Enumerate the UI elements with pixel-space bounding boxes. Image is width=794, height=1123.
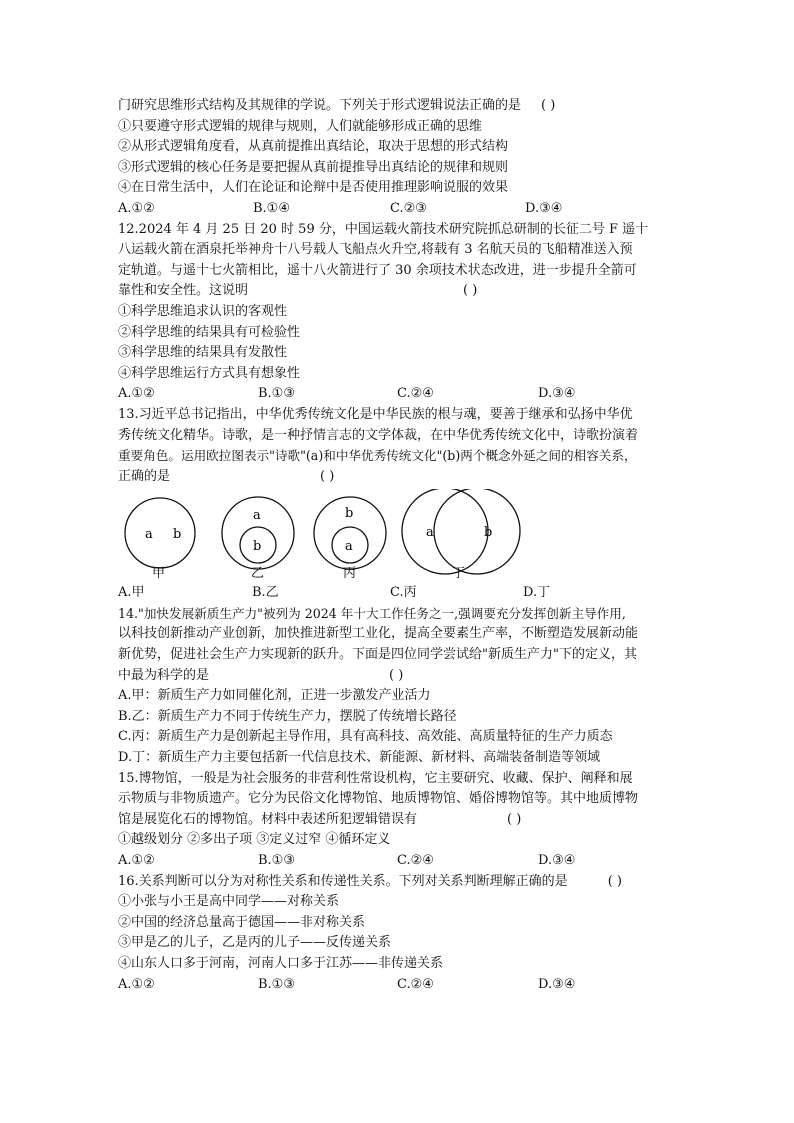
q11-answer-paren: ( ) [541, 98, 556, 113]
q12-stem-line-2: 八运载火箭在酒泉托举神舟十八号载人飞船点火升空,将载有 3 名航天员的飞船精准送入预 [118, 242, 633, 258]
q12-stem-line-4 [118, 281, 678, 302]
q15-option-d[interactable]: D.③④ [538, 853, 576, 868]
q14-stem-line-4 [118, 666, 678, 687]
q11-option-c[interactable]: C.②③ [390, 200, 427, 216]
q16-stem-text: 16.关系判断可以分为对称性关系和传递性关系。下列对关系判断理解正确的是 [118, 873, 568, 889]
q11-item-1: ①只要遵守形式逻辑的规律与规则，人们就能够形成正确的思维 [118, 118, 483, 134]
q15-stem-line-3 [118, 810, 678, 831]
q12-option-a[interactable]: A.①② [118, 386, 155, 402]
diagram-bing-letter-b: b [345, 506, 354, 522]
q13-option-c[interactable]: C.丙 [390, 585, 417, 601]
q16-option-d[interactable]: D.③④ [538, 976, 576, 992]
q12-stem-line-3: 定轨道。与遥十七火箭相比，遥十八火箭进行了 30 余项技术状态改进，进一步提升全箭可 [118, 262, 637, 278]
q14-answer-paren: ( ) [389, 667, 404, 683]
q13-stem-line-1: 13.习近平总书记指出，中华优秀传统文化是中华民族的根与魂，要善于继承和弘扬中华优 [118, 406, 633, 422]
q11-stem-text: 门研究思维形式结构及其规律的学说。下列关于形式逻辑说法正确的是 [118, 98, 522, 113]
q12-item-4: ④科学思维运行方式具有想象性 [118, 365, 301, 381]
q16-stem [118, 872, 678, 893]
diagram-ding-letter-a: a [426, 525, 434, 541]
q13-stem-line-4 [118, 467, 678, 488]
q12-options [118, 384, 678, 405]
diagram-jia-letter-a: a [145, 527, 153, 543]
q16-item-4: ④山东人口多于河南，河南人口多于江苏——非传递关系 [118, 955, 444, 971]
q12-item-1: ①科学思维追求认识的客观性 [118, 303, 288, 319]
q13-options [118, 583, 678, 604]
diagram-jia [125, 498, 195, 568]
diagram-label-bing: 丙 [343, 566, 357, 582]
q13-answer-paren: ( ) [320, 468, 335, 484]
diagram-bing [314, 497, 386, 569]
q13-stem-text-4: 正确的是 [118, 468, 171, 484]
q13-stem-line-3: 重要角色。运用欧拉图表示"诗歌"(a)和中华优秀传统文化"(b)两个概念外延之间的相容关系， [118, 448, 637, 464]
diagram-jia-letter-b: b [173, 527, 182, 543]
q16-item-3: ③甲是乙的儿子，乙是丙的儿子——反传递关系 [118, 935, 392, 951]
q11-item-2: ②从形式逻辑角度看，从真前提推出真结论，取决于思想的形式结构 [118, 139, 509, 155]
q13-stem-line-2: 秀传统文化精华。诗歌，是一种抒情言志的文学体裁，在中华优秀传统文化中，诗歌扮演着 [118, 427, 639, 443]
q11-option-d[interactable]: D.③④ [525, 200, 563, 216]
q11-options [118, 199, 678, 220]
q11-option-b[interactable]: B.①④ [253, 200, 290, 216]
q16-option-c[interactable]: C.②④ [397, 976, 434, 992]
q13-option-d[interactable]: D.丁 [523, 585, 551, 601]
q15-options [118, 851, 678, 872]
q16-option-b[interactable]: B.①③ [258, 976, 295, 992]
q12-stem-text-1: 12.2024 年 4 月 25 日 20 时 59 分，中国运载火箭技术研究院抓总研制的长征二号 F 遥十 [118, 221, 649, 237]
q14-stem-text-4: 中最为科学的是 [118, 667, 210, 683]
q13-option-b[interactable]: B.乙 [252, 585, 279, 601]
diagram-yi-letter-b: b [253, 539, 262, 555]
q15-stem-text-3: 馆是展览化石的博物馆。材料中表述所犯逻辑错误有 [118, 811, 418, 827]
q14-stem-line-2: 以科技创新推动产业创新，加快推进新型工业化，提高全要素生产率，不断塑造发展新动能 [118, 626, 639, 642]
diagram-label-jia: 甲 [152, 566, 166, 582]
q16-item-1: ①小张与小王是高中同学——对称关系 [118, 894, 340, 910]
q15-answer-paren: ( ) [507, 811, 522, 827]
q16-options [118, 975, 678, 996]
q15-option-b[interactable]: B.①③ [258, 853, 295, 868]
euler-diagrams [118, 489, 678, 583]
q11-stem [118, 96, 678, 117]
diagram-jia-circle [125, 498, 195, 568]
q15-option-a[interactable]: A.①② [118, 853, 155, 868]
diagram-label-yi: 乙 [251, 566, 265, 582]
q12-option-d[interactable]: D.③④ [538, 386, 576, 402]
q14-answer-b[interactable]: B.乙：新质生产力不同于传统生产力，摆脱了传统增长路径 [118, 708, 457, 724]
q16-item-2: ②中国的经济总量高于德国——非对称关系 [118, 914, 366, 930]
q15-stem-line-2: 示物质与非物质遗产。它分为民俗文化博物馆、地质博物馆、婚俗博物馆等。其中地质博物 [118, 791, 639, 807]
q12-item-3: ③科学思维的结果具有发散性 [118, 345, 288, 361]
q14-stem-line-3: 新优势，促进社会生产力实现新的跃升。下面是四位同学尝试给"新质生产力"下的定义，其 [118, 647, 637, 663]
q12-option-b[interactable]: B.①③ [258, 386, 295, 402]
q12-item-2: ②科学思维的结果具有可检验性 [118, 324, 301, 340]
q14-answer-a[interactable]: A.甲：新质生产力如同催化剂，正进一步激发产业活力 [118, 688, 431, 704]
exam-page [118, 96, 678, 995]
q16-option-a[interactable]: A.①② [118, 976, 155, 992]
diagram-yi [222, 497, 294, 569]
q15-stem-line-1: 15.博物馆，一般是为社会服务的非营利性常设机构，它主要研究、收藏、保护、阐释和展 [118, 770, 633, 786]
diagram-label-ding: 丁 [452, 566, 466, 582]
q14-answer-d[interactable]: D.丁：新质生产力主要包括新一代信息技术、新能源、新材料、高端装备制造等领域 [118, 750, 601, 766]
diagram-yi-letter-a: a [253, 508, 261, 524]
q14-stem-line-1: 14."加快发展新质生产力"被列为 2024 年十大工作任务之一,强调要充分发挥创新主导作用, [118, 605, 626, 621]
diagram-ding-letter-b: b [484, 525, 493, 541]
q12-option-c[interactable]: C.②④ [397, 386, 434, 402]
q12-stem-line-1 [118, 220, 678, 241]
q12-stem-text-4: 靠性和安全性。这说明 [118, 283, 249, 299]
q15-option-c[interactable]: C.②④ [397, 853, 434, 868]
q13-option-a[interactable]: A.甲 [118, 585, 145, 601]
euler-diagrams-svg [118, 489, 678, 583]
q15-items: ①越级划分 ②多出子项 ③定义过窄 ④循环定义 [118, 832, 391, 848]
q11-item-4: ④在日常生活中，人们在论证和论辩中是否使用推理影响说服的效果 [118, 180, 509, 196]
q11-item-3: ③形式逻辑的核心任务是要把握从真前提推导出真结论的规律和规则 [118, 159, 509, 175]
q11-option-a[interactable]: A.①② [118, 200, 155, 216]
q16-answer-paren: ( ) [607, 873, 622, 889]
q12-answer-paren: ( ) [463, 283, 478, 299]
q14-answer-c[interactable]: C.丙：新质生产力是创新起主导作用，具有高科技、高效能、高质量特征的生产力质态 [118, 729, 613, 745]
diagram-bing-letter-a: a [345, 539, 353, 555]
